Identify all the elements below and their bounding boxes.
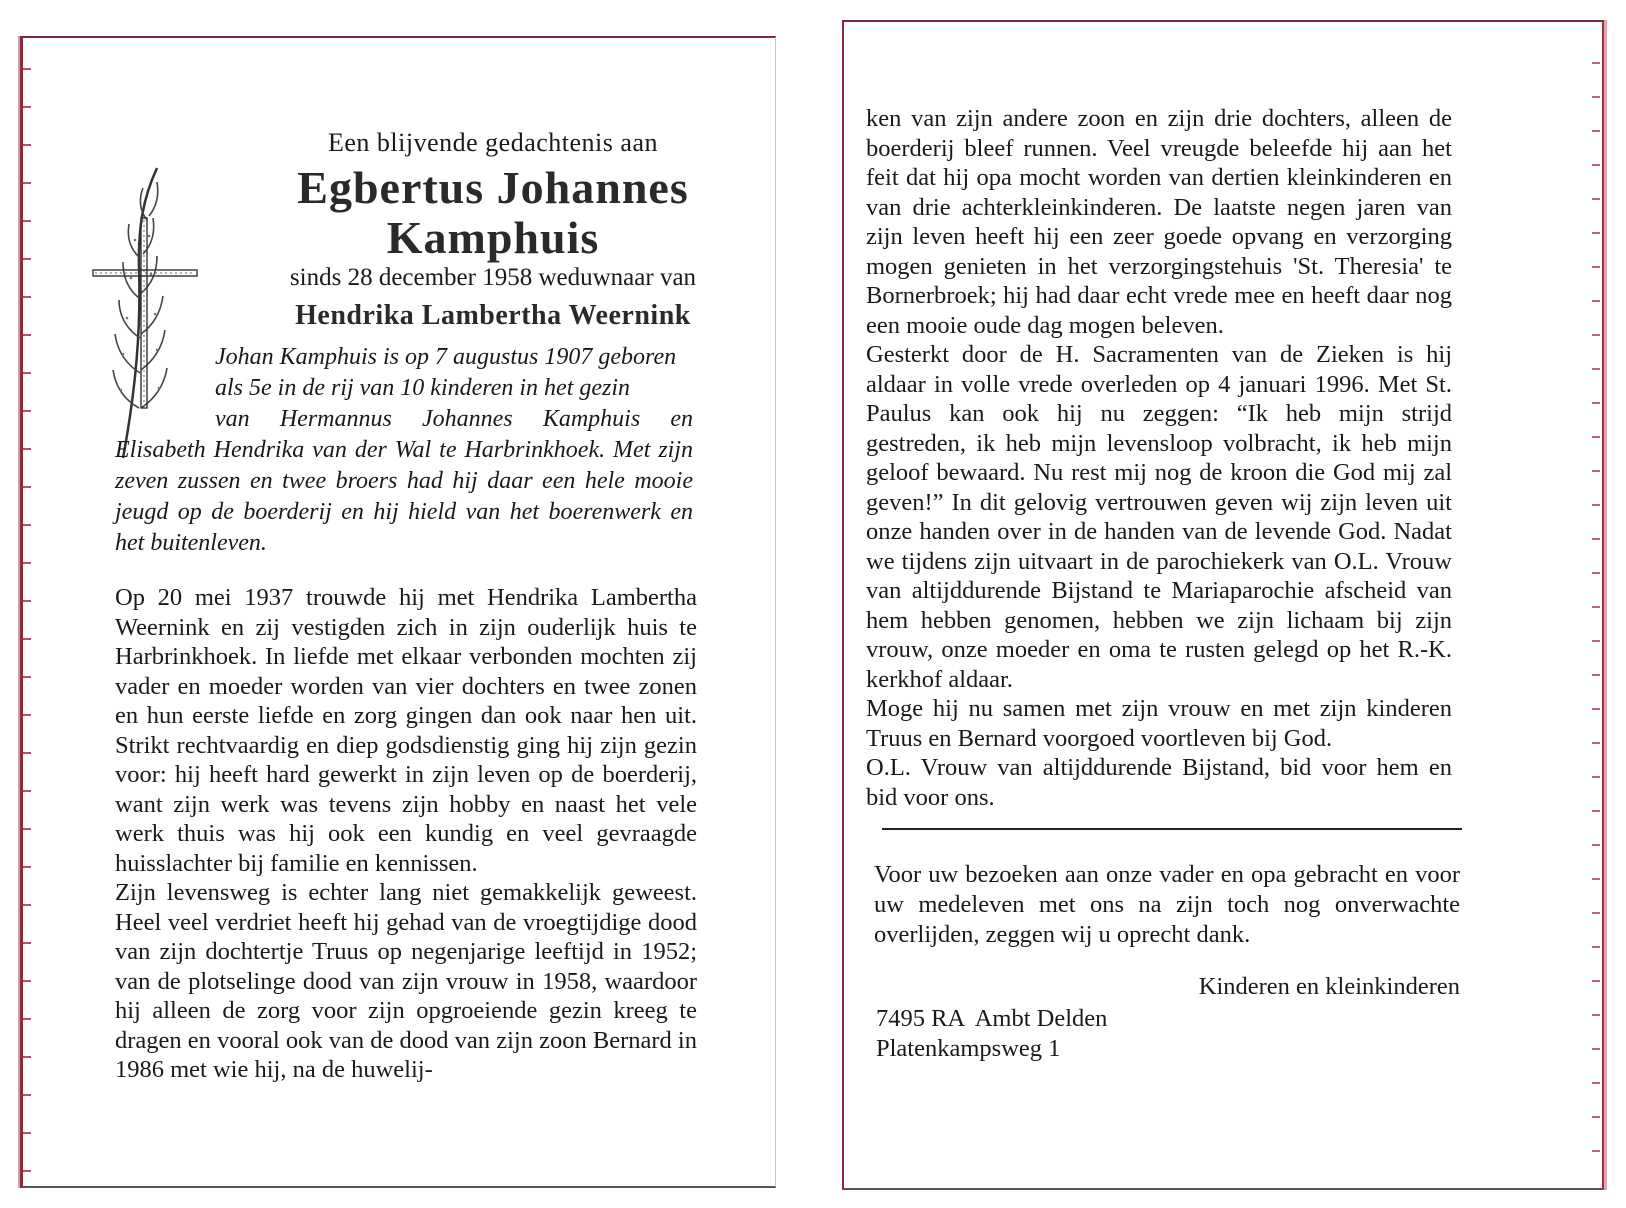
prayer-paragraph: Moge hij nu samen met zijn vrouw en met zijn kinderen Truus en Bernard voorgoed voortleven bij God. [866,695,1452,752]
signature: Kinderen en kleinkinderen [1198,973,1460,1000]
deceased-name-line-2: Kamphuis [386,212,600,263]
life-paragraph-1: Op 20 mei 1937 trouwde hij met Hendrika Lambertha Weernink en zij vestigden zich in zijn ouderlijk huis te Harbrinkhoek. In liefde met elkaar verbonden mochten zij vader en moeder worden van vier dochters en twee zonen en hun eerste liefde en zorg gingen dan ook naar hen uit. Strikt rechtvaardig en diep godsdienstig ging hij zijn gezin voor: hij heeft hard gewerkt in zijn leven op de boerderij, want zijn werk was tevens zijn hobby en naast het vele werk thuis was hij ook een kundig en veel gevraagde huisslachter bij familie en kennissen. [115,584,697,877]
life-story-continued [866,104,1452,812]
address [876,1004,1276,1064]
page-edge-marks [23,68,31,1208]
deceased-name [233,163,753,263]
left-page [20,36,776,1188]
invocation-paragraph: O.L. Vrouw van altijddurende Bijstand, bid voor hem en bid voor ons. [866,754,1452,811]
cross-with-palm-icon [91,158,201,468]
address-postcode-city: 7495 RA Ambt Delden [876,1005,1108,1032]
biography-intro [215,342,693,435]
address-street: Platenkampsweg 1 [876,1035,1061,1062]
life-paragraph-3: ken van zijn andere zoon en zijn drie dochters, alleen de boerderij bleef runnen. Veel vreugde beleefde hij aan het feit dat hij opa mocht worden van dertien kleinkinderen en van drie achterkleinkinderen. De laatste negen jaren van zijn leven heeft hij een zeer goede opvang en verzorging mogen genieten in het verzorgingstehuis 'St. Theresia' te Bornerbroek; hij had daar echt vrede mee en heeft daar nog een mooie oude dag mogen beleven. [866,105,1452,339]
divider-line [882,828,1462,830]
life-paragraph-4: Gesterkt door de H. Sacramenten van de Zieken is hij aldaar in volle vrede overleden op 4 januari 1996. Met St. Paulus kan ook hij nu zeggen: “Ik heb mijn strijd gestreden, ik heb mijn levensloop volbracht, ik heb mijn geloof bewaard. Nu rest mij nog de kroon die God mij zal geven!” In dit gelovig vertrouwen geven wij zijn leven uit onze handen over in de handen van de levende God. Nadat we tijdens zijn uitvaart in de parochiekerk van O.L. Vrouw van altijddurende Bijstand te Mariaparochie afscheid van hem hebben genomen, hebben we zijn lichaam bij zijn vrouw, onze moeder en oma te rusten gelegd op het R.-K. kerkhof aldaar. [866,341,1452,693]
biography-continued: Elisabeth Hendrika van der Wal te Harbrinkhoek. Met zijn zeven zussen en twee broers had hij daar een hele mooie jeugd op de boerderij en hij hield van het boerenwerk en het buitenleven. [115,437,693,556]
memorial-intro: Een blijvende gedachtenis aan [328,128,658,157]
deceased-name-line-1: Egbertus Johannes [297,162,689,213]
life-story [115,583,697,1085]
life-paragraph-2: Zijn levensweg is echter lang niet gemakkelijk geweest. Heel veel verdriet heeft hij gehad van de vroegtijdige dood van zijn dochtertje Truus op negenjarige leeftijd in 1952; van de plotselinge dood van zijn vrouw in 1958, waardoor hij alleen de zorg voor zijn opgroeiende gezin kreeg te dragen en vooral ook van de dood van zijn zoon Bernard in 1986 met wie hij, na de huwelij- [115,879,697,1083]
page-edge-marks [1592,62,1600,1162]
bio-line: Johan Kamphuis is op 7 augustus 1907 geboren [215,344,677,370]
right-page [842,20,1604,1190]
spouse-name: Hendrika Lambertha Weernink [295,300,691,331]
widower-line: sinds 28 december 1958 weduwnaar van [289,264,697,291]
thanks-text: Voor uw bezoeken aan onze vader en opa gebracht en voor uw medeleven met ons na zijn toch nog onverwachte overlijden, zeggen wij u oprecht dank. [874,861,1460,948]
bio-line: van Hermannus Johannes Kamphuis en [215,406,693,432]
bio-line: als 5e in de rij van 10 kinderen in het gezin [215,375,631,401]
